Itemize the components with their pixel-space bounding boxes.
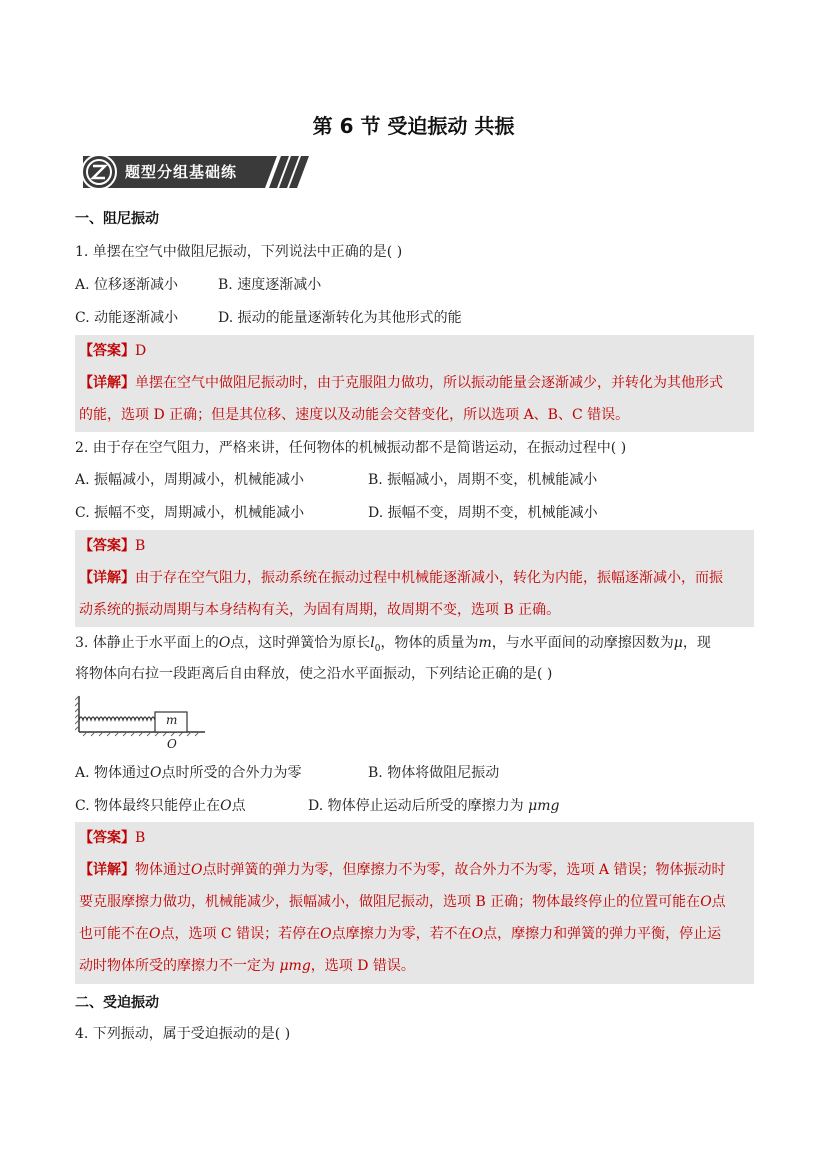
q2-stem: 2. 由于存在空气阻力，严格来讲，任何物体的机械振动都不是简谐运动，在振动过程中( ) <box>75 440 627 456</box>
q3-option-a: A. 物体通过O点时所受的合外力为零 <box>75 765 302 781</box>
q2-option-b: B. 振幅减小，周期不变，机械能减小 <box>368 472 598 488</box>
q2-option-d: D. 振幅不变，周期不变，机械能减小 <box>368 505 598 521</box>
q1-detail-line1: 单摆在空气中做阻尼振动时，由于克服阻力做功，所以振动能量会逐渐减少，并转化为其他形式 <box>135 375 723 391</box>
q1-stem: 1. 单摆在空气中做阻尼振动，下列说法中正确的是( ) <box>75 244 403 260</box>
q2-detail-line1: 由于存在空气阻力，振动系统在振动过程中机械能逐渐减小，转化为内能，振幅逐渐减小，而振 <box>135 570 723 586</box>
q1-detail-line2: 的能，选项 D 正确；但是其位移、速度以及动能会交替变化，所以选项 A、B、C 错误。 <box>79 407 630 423</box>
answer-tag: 【答案】 <box>79 343 135 359</box>
q3-detail-line3: 也可能不在O点，选项 C 错误；若停在O点摩擦力为零，若不在O点，摩擦力和弹簧的弹力平衡，停止运 <box>79 926 722 942</box>
page-title: 第 6 节 受迫振动 共振 <box>312 114 515 138</box>
banner-label: 题型分组基础练 <box>125 163 238 181</box>
q3-detail-line2: 要克服摩擦力做功，机械能减少，振幅减小，做阻尼振动，选项 B 正确；物体最终停止的位置可能在O点 <box>79 894 726 910</box>
answer-tag: 【答案】 <box>79 830 135 846</box>
answer-tag: 【答案】 <box>79 538 135 554</box>
detail-tag: 【详解】 <box>79 375 135 391</box>
spring-mass-figure <box>75 692 210 752</box>
q3-stem-line2: 将物体向右拉一段距离后自由释放，使之沿水平面振动，下列结论正确的是( ) <box>75 666 553 682</box>
q2-answer-block <box>75 530 754 627</box>
q4-stem: 4. 下列振动，属于受迫振动的是( ) <box>75 1026 291 1042</box>
q3-detail-line4: 动时物体所受的摩擦力不一定为 μmg，选项 D 错误。 <box>79 958 415 974</box>
spring-mass-diagram <box>75 692 210 752</box>
section-heading-damped: 一、阻尼振动 <box>75 211 159 227</box>
q3-answer: B <box>135 830 146 846</box>
q1-answer-block <box>75 335 754 432</box>
q1-option-c: C. 动能逐渐减小 <box>75 310 179 326</box>
q1-option-d: D. 振动的能量逐渐转化为其他形式的能 <box>218 310 462 326</box>
q3-option-c: C. 物体最终只能停止在O点 <box>75 798 246 814</box>
q3-answer-block <box>75 822 754 984</box>
q2-detail-line2: 动系统的振动周期与本身结构有关，为固有周期，故周期不变，选项 B 正确。 <box>79 602 561 618</box>
q2-answer: B <box>135 538 146 554</box>
q3-detail-line1: 【详解】物体通过O点时弹簧的弹力为零，但摩擦力不为零，故合外力不为零，选项 A 错误；物体振动时 <box>79 862 726 878</box>
section-banner <box>77 152 317 192</box>
q2-option-a: A. 振幅减小，周期减小，机械能减小 <box>75 472 305 488</box>
q3-option-b: B. 物体将做阻尼振动 <box>368 765 500 781</box>
q3-stem-line1: 3. 体静止于水平面上的O点，这时弹簧恰为原长$l_0$，物体的质量为m，与水平面间的动摩擦因数为μ，现 <box>75 635 711 654</box>
q1-answer: D <box>135 343 147 359</box>
q1-option-b: B. 速度逐渐减小 <box>218 277 322 293</box>
figure-mass-label: m <box>166 713 178 727</box>
figure-origin-label: O <box>167 737 177 751</box>
q2-option-c: C. 振幅不变，周期减小，机械能减小 <box>75 505 305 521</box>
section-heading-forced: 二、受迫振动 <box>75 995 159 1011</box>
detail-tag: 【详解】 <box>79 570 135 586</box>
q1-option-a: A. 位移逐渐减小 <box>75 277 179 293</box>
q3-option-d: D. 物体停止运动后所受的摩擦力为 μmg <box>308 798 560 814</box>
